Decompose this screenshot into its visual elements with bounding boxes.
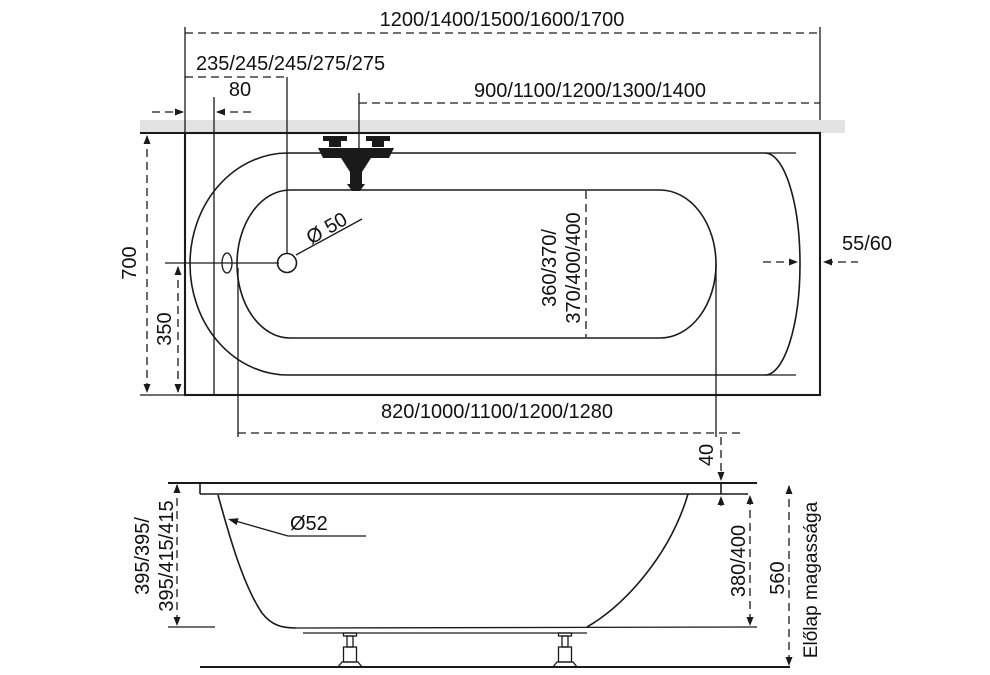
- dim-total-length: [185, 9, 820, 33]
- dimension-label: 380/400: [728, 524, 750, 598]
- dimension-label: Ø52: [290, 513, 328, 535]
- dim-floor-length: [238, 401, 740, 433]
- tub-rim-inner-outline: [190, 153, 800, 375]
- dim-total-height: [767, 485, 793, 666]
- wall-band: [140, 120, 845, 133]
- dimension-label: 560: [767, 561, 789, 595]
- tub-outer-outline: [185, 133, 820, 395]
- adjustable-foot: [338, 633, 362, 667]
- dimension-label: 820/1000/1100/1200/1280: [380, 401, 614, 423]
- dimension-label: 360/370/: [539, 229, 561, 307]
- arrowhead: [786, 485, 793, 494]
- dimension-label: 350: [154, 312, 176, 346]
- arrowhead: [175, 384, 182, 393]
- dimension-label: 395/395/: [132, 517, 154, 595]
- dimension-label: 700: [119, 246, 141, 280]
- dim-rim-width: [763, 233, 892, 266]
- drain-hole: [278, 254, 297, 273]
- dimension-label: 370/400/400: [563, 212, 585, 324]
- dim-siphon-to-end: [359, 80, 820, 103]
- dimension-label: 80: [228, 79, 252, 101]
- elevation-view: [132, 437, 822, 667]
- bowl-right-wall: [587, 494, 688, 627]
- dim-drain-diameter-side: [228, 513, 366, 536]
- arrowhead: [175, 109, 184, 116]
- dim-half-width: [154, 266, 182, 393]
- arrowhead: [718, 496, 725, 505]
- adjustable-foot: [553, 633, 577, 667]
- arrowhead: [216, 109, 225, 116]
- dimension-label: 900/1100/1200/1300/1400: [473, 80, 707, 102]
- arrowhead: [144, 135, 151, 144]
- tub-floor-outline: [237, 190, 716, 338]
- arrowhead: [789, 259, 798, 266]
- arrowhead: [228, 518, 239, 525]
- arrowhead: [174, 484, 181, 493]
- arrowhead: [174, 617, 181, 626]
- arrowhead: [144, 384, 151, 393]
- arrowhead: [175, 266, 182, 275]
- bowl-left-wall: [218, 495, 296, 628]
- arrowhead: [718, 472, 725, 481]
- arrowhead: [747, 495, 754, 504]
- plan-view: [119, 9, 892, 437]
- dim-rim-thickness: [696, 437, 725, 510]
- dimension-label: 1200/1400/1500/1600/1700: [379, 9, 625, 31]
- dimension-label: 395/415/415: [156, 500, 178, 612]
- arrowhead: [786, 657, 793, 666]
- dim-depth: [132, 484, 181, 626]
- leader-line: [232, 520, 288, 536]
- dim-drain-diameter: [296, 208, 362, 255]
- dim-width: [119, 135, 151, 393]
- bowl-bottom-line: [296, 627, 757, 628]
- dimension-label: 55/60: [841, 233, 893, 255]
- front-panel-height-label: Előlap magassága: [801, 501, 822, 659]
- dim-inner-width: [539, 191, 586, 337]
- arrowhead: [823, 259, 832, 266]
- arrowhead: [747, 617, 754, 626]
- dim-drain-offset: [185, 53, 385, 77]
- dimension-label: 40: [696, 443, 718, 467]
- dimension-label: Ø 50: [302, 208, 352, 250]
- drain-siphon-icon: [318, 136, 394, 191]
- dim-overflow-offset: [152, 79, 252, 116]
- dimension-label: 235/245/245/275/275: [196, 53, 386, 75]
- dim-inner-depth: [728, 495, 754, 626]
